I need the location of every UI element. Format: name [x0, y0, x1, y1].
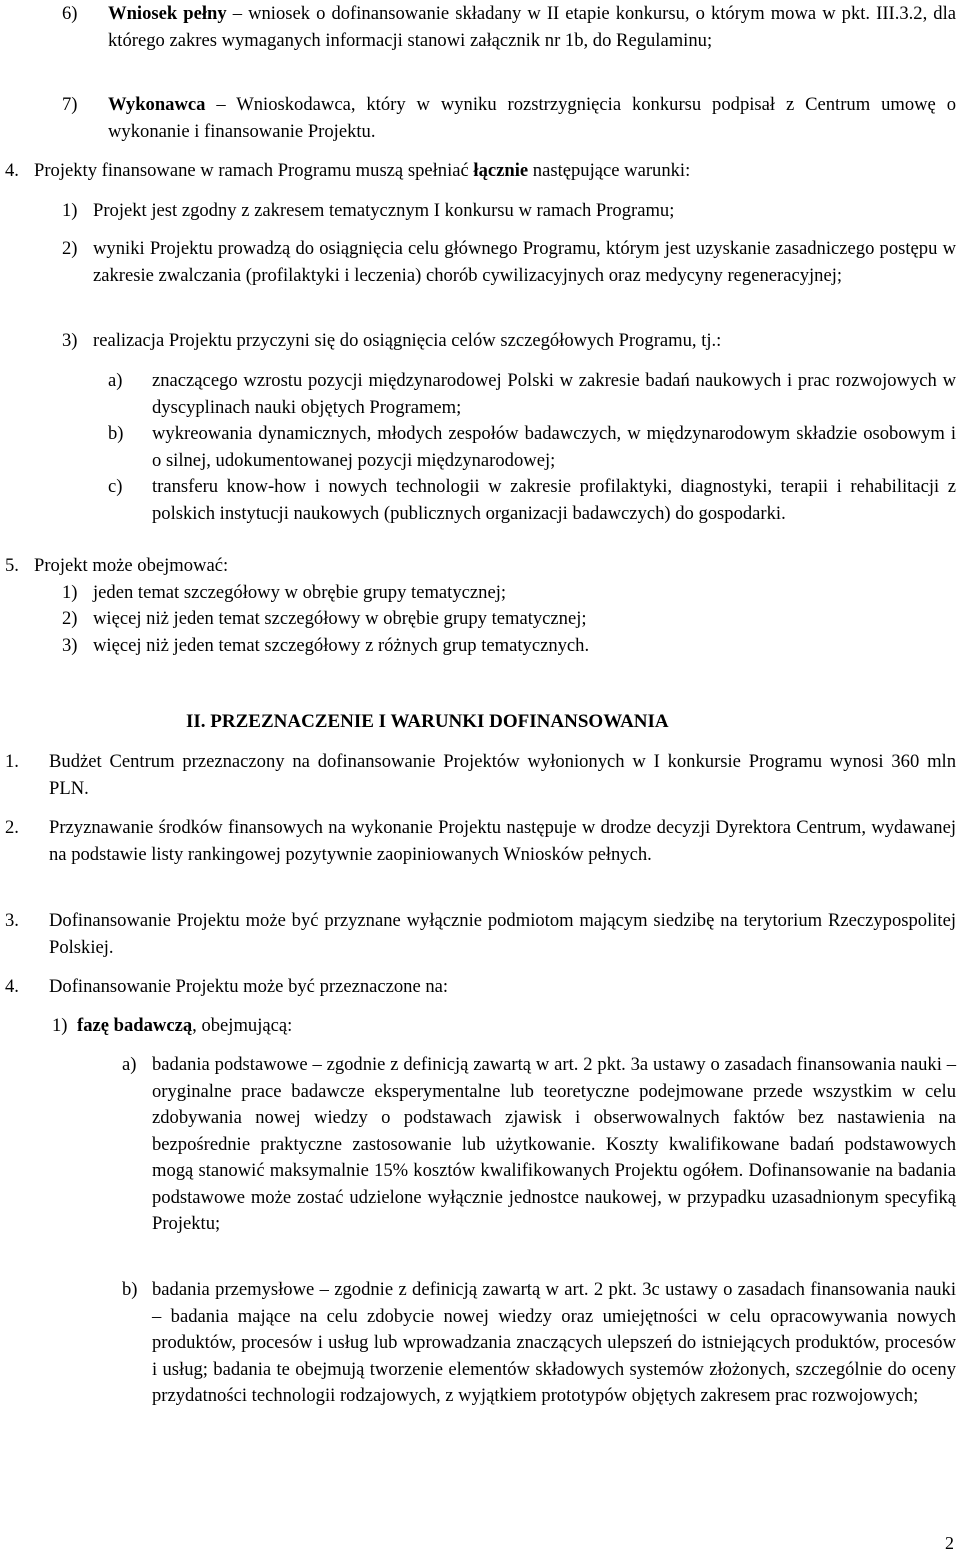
section-paragraph	[0, 749, 960, 802]
section-heading: II. PRZEZNACZENIE I WARUNKI DOFINANSOWANIA	[186, 711, 669, 732]
paragraph-number: 4.	[5, 976, 19, 997]
item-text: znaczącego wzrostu pozycji międzynarodowej Polski w zakresie badań naukowych i prac rozwojowych w dyscyplinach nauki objętych Programem;	[152, 370, 956, 418]
paragraph-number: 4.	[5, 160, 19, 181]
phase-term: fazę badawczą	[77, 1015, 193, 1036]
item-number: 6)	[62, 3, 78, 24]
item-number: 2)	[62, 238, 78, 259]
item-number: 3)	[62, 330, 78, 351]
item-text: jeden temat szczegółowy w obrębie grupy tematycznej;	[93, 581, 507, 603]
phase-item	[0, 1013, 960, 1040]
research-item	[0, 1052, 960, 1238]
section-paragraph	[0, 815, 960, 868]
page-number: 2	[945, 1533, 954, 1553]
section-paragraph	[0, 908, 960, 961]
emphasis-text: łącznie	[473, 160, 529, 181]
research-item	[0, 1277, 960, 1410]
item-letter: b)	[122, 1279, 138, 1300]
item-letter: c)	[108, 476, 123, 497]
list-item	[0, 328, 960, 355]
definition-text: Wykonawca – Wnioskodawca, który w wyniku rozstrzygnięcia konkursu podpisał z Centrum umowę o wykonanie i finansowanie Projektu.	[108, 94, 956, 142]
paragraph-text: Budżet Centrum przeznaczony na dofinansowanie Projektów wyłonionych w I konkursie Programu wynosi 360 mln PLN.	[49, 751, 956, 799]
paragraph-text: Dofinansowanie Projektu może być przyznane wyłącznie podmiotom mającym siedzibę na terytorium Rzeczypospolitej Polskiej.	[49, 910, 956, 958]
item-text: więcej niż jeden temat szczegółowy w obrębie grupy tematycznej;	[93, 608, 587, 629]
paragraph-text: Przyznawanie środków finansowych na wykonanie Projektu następuje w drodze decyzji Dyrektora Centrum, wydawanej na podstawie listy rankingowej pozytywnie zaopiniowanych Wniosków pełnych.	[49, 817, 956, 865]
item-text: badania przemysłowe – zgodnie z definicją zawartą w art. 2 pkt. 3c ustawy o zasadach finansowania nauki – badania mające na celu zdobycie nowej wiedzy oraz umiejętności w celu opracowywania nowych produktów, procesów i usług lub wprowadzania znaczących ulepszeń do istniejących produktów, procesów i usług; badania te obejmują tworzenie elementów składowych systemów złożonych, szczególnie do oceny przydatności technologii rodzajowych, z wyjątkiem prototypów objętych zakresem prac rozwojowych;	[152, 1279, 956, 1406]
paragraph-5	[0, 553, 960, 659]
paragraph-4	[0, 158, 960, 185]
item-number: 1)	[52, 1015, 68, 1036]
item-text: wyniki Projektu prowadzą do osiągnięcia celu głównego Programu, którym jest uzyskanie zasadniczego postępu w zakresie zwalczania (profilaktyki i leczenia) chorób cywilizacyjnych oraz medycyny regeneracyjnej;	[93, 238, 956, 286]
definition-term: Wykonawca	[108, 94, 206, 115]
item-number: 7)	[62, 94, 78, 115]
item-text: transferu know-how i nowych technologii w zakresie profilaktyki, diagnostyki, terapii i rehabilitacji z polskich instytucji naukowych (publicznych organizacji badawczych) do gospodarki.	[152, 476, 956, 524]
list-item	[0, 236, 960, 289]
item-text: realizacja Projektu przyczyni się do osiągnięcia celów szczegółowych Programu, tj.:	[93, 330, 722, 351]
sub-list-item	[0, 474, 960, 527]
item-text: badania podstawowe – zgodnie z definicją zawartą w art. 2 pkt. 3a ustawy o zasadach finansowania nauki – oryginalne prace badawcze eksperymentalne lub teoretyczne podejmowane przede wszystkim w celu zdobywania nowej wiedzy o podstawach zjawisk i obserwowalnych faktów bez nastawienia na bezpośrednie praktyczne zastosowanie lub użytkowanie. Koszty kwalifikowane badań podstawowych mogą stanowić maksymalnie 15% kosztów kwalifikowanych Projektu ogółem. Dofinansowanie na badania podstawowe może zostać udzielone wyłącznie jednostce naukowej, w przypadku uzasadnionym specyfiką Projektu;	[152, 1054, 956, 1234]
item-number: 1)	[62, 581, 78, 603]
definition-text: Wniosek pełny – wniosek o dofinansowanie składany w II etapie konkursu, o którym mowa w pkt. III.3.2, dla którego zakres wymaganych informacji stanowi załącznik nr 1b, do Regulaminu;	[108, 3, 957, 51]
item-letter: a)	[108, 370, 123, 391]
list-item	[0, 198, 960, 225]
item-letter: a)	[122, 1054, 137, 1075]
sub-list-item	[0, 368, 960, 421]
item-number: 1)	[62, 200, 78, 221]
item-text: więcej niż jeden temat szczegółowy z różnych grup tematycznych.	[93, 634, 590, 656]
paragraph-text: Projekty finansowane w ramach Programu muszą spełniać łącznie następujące warunki:	[34, 160, 691, 181]
paragraph-number: 5.	[5, 555, 19, 576]
item-text: fazę badawczą, obejmującą:	[77, 1015, 293, 1036]
paragraph-number: 2.	[5, 817, 19, 838]
paragraph-text: Projekt może obejmować:	[34, 555, 229, 576]
item-number: 2)	[62, 608, 78, 629]
paragraph-text: Dofinansowanie Projektu może być przeznaczone na:	[49, 976, 449, 997]
item-text: wykreowania dynamicznych, młodych zespołów badawczych, w międzynarodowym składzie osobowym i o silnej, udokumentowanej pozycji międzynarodowej;	[152, 423, 956, 471]
definition-item	[0, 1, 960, 54]
item-text: Projekt jest zgodny z zakresem tematycznym I konkursu w ramach Programu;	[93, 200, 675, 221]
definition-term: Wniosek pełny	[108, 3, 227, 24]
paragraph-number: 1.	[5, 751, 19, 772]
item-number: 3)	[62, 634, 78, 656]
section-paragraph	[0, 974, 960, 1001]
definition-item	[0, 92, 960, 145]
paragraph-number: 3.	[5, 910, 19, 931]
sub-list-item	[0, 421, 960, 474]
item-letter: b)	[108, 423, 124, 444]
